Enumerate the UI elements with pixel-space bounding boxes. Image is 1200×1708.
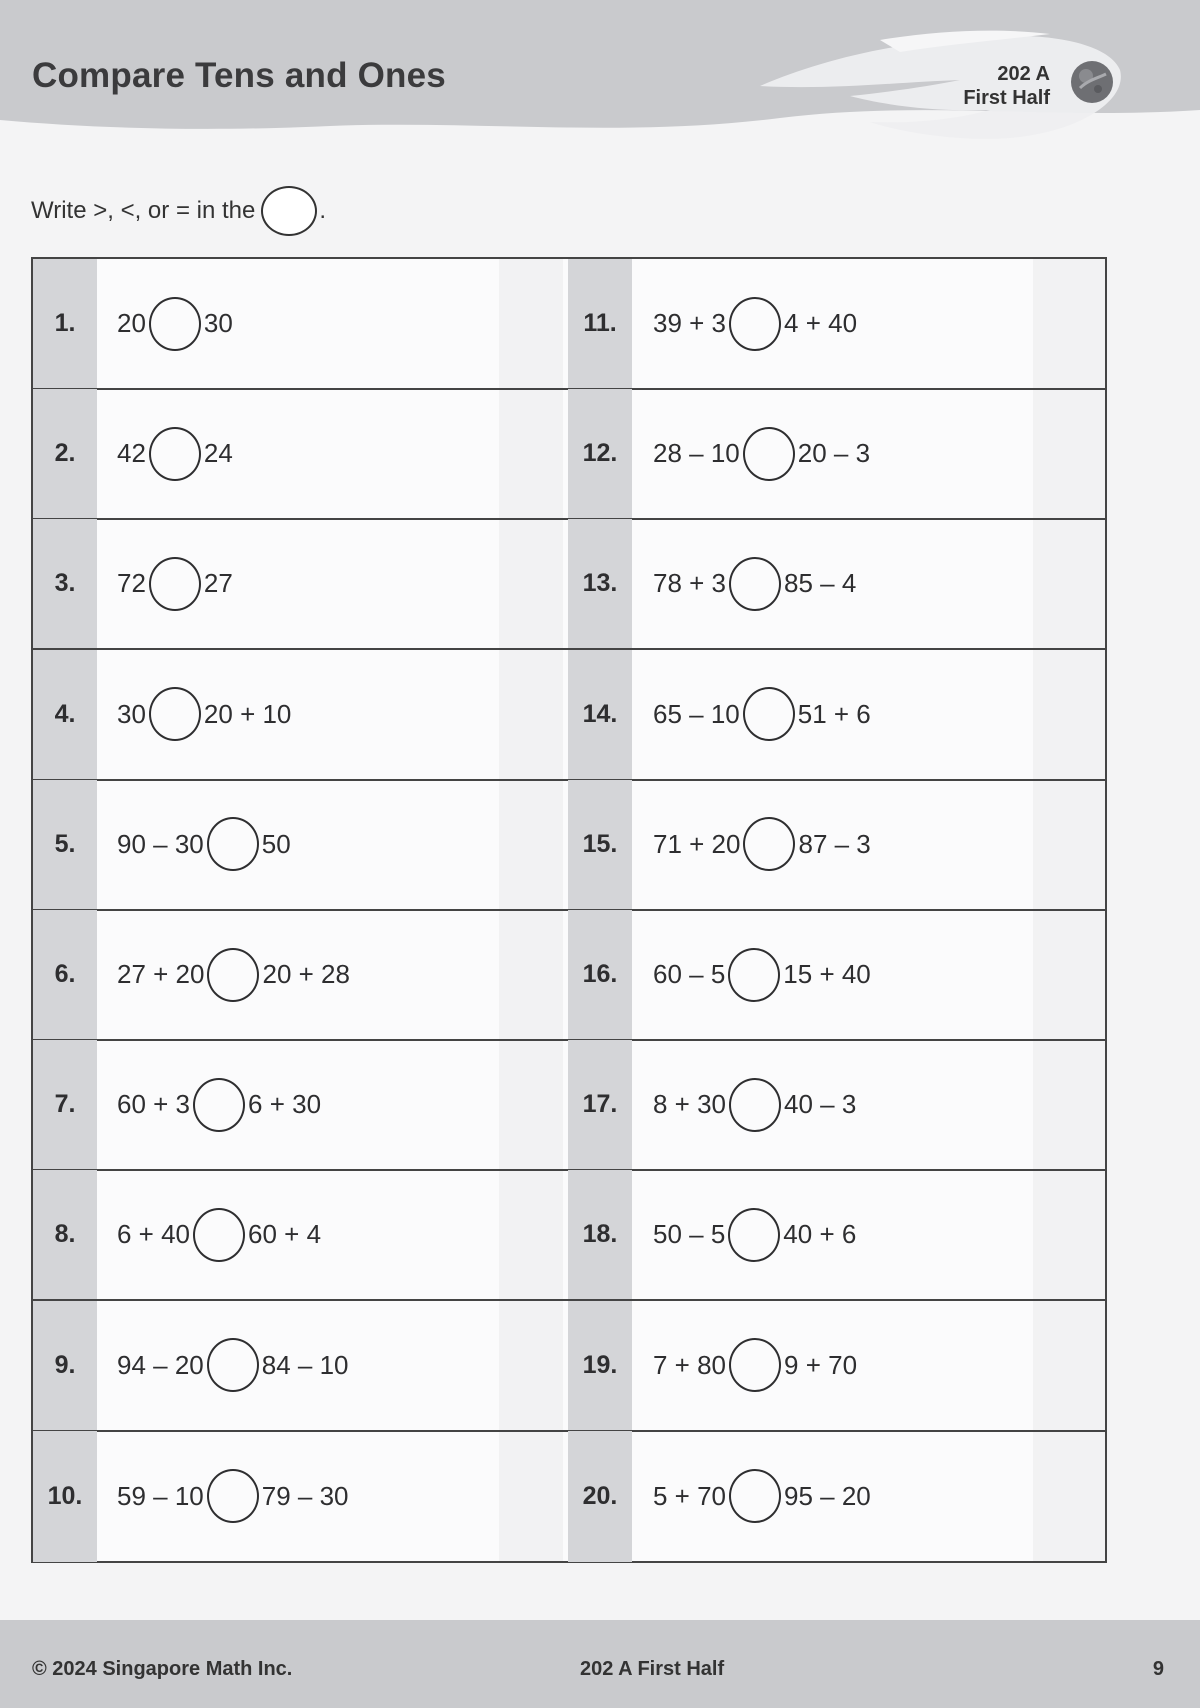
answer-circle[interactable] [743, 817, 795, 871]
answer-circle[interactable] [193, 1208, 245, 1262]
expression-right: 40 + 6 [783, 1219, 857, 1250]
problem-number: 8. [33, 1170, 97, 1299]
page-footer [0, 1620, 1200, 1708]
expression-right: 30 [203, 308, 233, 338]
problem-number: 13. [568, 519, 632, 648]
answer-circle[interactable] [149, 297, 201, 351]
expression-right: 84 – 10 [261, 1349, 349, 1380]
expression-right: 50 [261, 828, 291, 859]
expression-right: 20 + 10 [203, 698, 292, 729]
problem-number: 12. [568, 389, 632, 518]
expression-left: 20 [117, 308, 146, 338]
footer-copyright: © 2024 Singapore Math Inc. [32, 1658, 293, 1680]
comparison-problem [653, 1431, 1093, 1562]
expression-left: 78 + 3 [653, 568, 727, 599]
comparison-problem [653, 1170, 1093, 1299]
comparison-problem [117, 1301, 557, 1430]
badge-code: 202 A [997, 63, 1050, 85]
answer-circle[interactable] [729, 297, 781, 351]
answer-circle[interactable] [193, 1078, 245, 1132]
answer-circle[interactable] [149, 687, 201, 741]
planet-icon [1068, 58, 1116, 106]
answer-circle[interactable] [207, 948, 259, 1002]
answer-circle[interactable] [729, 1078, 781, 1132]
answer-circle[interactable] [207, 817, 259, 871]
problem-number: 3. [33, 519, 97, 648]
problem-number: 4. [33, 650, 97, 779]
table-row [33, 1431, 1105, 1562]
comparison-problem [653, 519, 1093, 648]
answer-circle[interactable] [729, 1469, 781, 1523]
answer-circle[interactable] [149, 427, 201, 481]
expression-right: 87 – 3 [798, 828, 871, 859]
answer-circle[interactable] [149, 557, 201, 611]
answer-circle[interactable] [728, 948, 780, 1002]
expression-right: 51 + 6 [797, 698, 871, 729]
expression-left: 39 + 3 [653, 308, 727, 338]
page-number: 9 [1152, 1658, 1164, 1680]
comparison-problem [117, 519, 557, 648]
comparison-problem [653, 259, 1093, 388]
expression-right: 95 – 20 [784, 1480, 871, 1511]
answer-circle[interactable] [207, 1338, 259, 1392]
answer-circle[interactable] [729, 557, 781, 611]
expression-left: 27 + 20 [117, 959, 205, 989]
expression-left: 65 – 10 [653, 698, 740, 729]
expression-right: 40 – 3 [784, 1089, 857, 1120]
table-row [33, 780, 1105, 911]
table-row [33, 519, 1105, 650]
expression-right: 79 – 30 [261, 1480, 349, 1511]
comparison-problem [653, 780, 1093, 909]
answer-circle[interactable] [207, 1469, 259, 1523]
problem-number: 15. [568, 780, 632, 909]
answer-circle[interactable] [743, 427, 795, 481]
problem-number: 17. [568, 1040, 632, 1169]
table-row [33, 1301, 1105, 1432]
book-badge [963, 62, 1050, 110]
expression-right: 20 – 3 [797, 438, 871, 469]
expression-left: 8 + 30 [653, 1089, 727, 1120]
answer-circle[interactable] [743, 687, 795, 741]
expression-left: 59 – 10 [117, 1480, 204, 1511]
expression-right: 85 – 4 [784, 568, 857, 599]
table-row [33, 650, 1105, 781]
comparison-problem [653, 910, 1093, 1039]
problem-number: 9. [33, 1301, 97, 1430]
expression-right: 15 + 40 [783, 959, 871, 989]
problem-number: 20. [568, 1431, 632, 1562]
answer-circle[interactable] [729, 1338, 781, 1392]
expression-left: 60 + 3 [117, 1089, 191, 1120]
problem-number: 2. [33, 389, 97, 518]
expression-left: 42 [117, 438, 146, 469]
expression-right: 9 + 70 [784, 1349, 858, 1380]
comparison-problem [117, 1040, 557, 1169]
comparison-problem [117, 1431, 557, 1562]
comparison-problem [117, 1170, 557, 1299]
expression-left: 28 – 10 [653, 438, 740, 469]
comparison-problem [117, 910, 557, 1039]
comparison-problem [117, 650, 557, 779]
footer-book: 202 A First Half [580, 1658, 725, 1680]
instructions-text: Write >, <, or = in the [31, 197, 256, 224]
expression-left: 90 – 30 [117, 828, 204, 859]
expression-right: 4 + 40 [784, 308, 858, 338]
expression-left: 6 + 40 [117, 1219, 191, 1250]
badge-subtitle: First Half [963, 87, 1050, 109]
problem-number: 14. [568, 650, 632, 779]
comparison-problem [653, 1040, 1093, 1169]
instructions-period: . [319, 197, 327, 224]
expression-right: 27 [203, 568, 233, 599]
problem-number: 19. [568, 1301, 632, 1430]
expression-right: 24 [203, 438, 233, 469]
comparison-problem [653, 650, 1093, 779]
page-title: Compare Tens and Ones [32, 56, 446, 95]
expression-right: 60 + 4 [248, 1219, 322, 1250]
expression-right: 6 + 30 [248, 1089, 322, 1120]
expression-left: 50 – 5 [653, 1219, 726, 1250]
comparison-problem [117, 389, 557, 518]
comparison-problem [653, 389, 1093, 518]
expression-left: 72 [117, 568, 146, 599]
expression-left: 7 + 80 [653, 1349, 727, 1380]
problem-number: 1. [33, 259, 97, 388]
comparison-problem [117, 780, 557, 909]
answer-circle[interactable] [728, 1208, 780, 1262]
table-row [33, 910, 1105, 1041]
table-row [33, 389, 1105, 520]
table-row [33, 1170, 1105, 1301]
comparison-problem [117, 259, 557, 388]
worksheet-table [31, 257, 1107, 1563]
problem-number: 10. [33, 1431, 97, 1562]
problem-number: 11. [568, 259, 632, 388]
example-circle-icon [261, 186, 317, 236]
problem-number: 7. [33, 1040, 97, 1169]
problem-number: 5. [33, 780, 97, 909]
expression-left: 71 + 20 [653, 828, 741, 859]
problem-number: 6. [33, 910, 97, 1039]
expression-left: 94 – 20 [117, 1349, 204, 1380]
expression-left: 30 [117, 698, 146, 729]
expression-left: 60 – 5 [653, 959, 726, 989]
problem-number: 16. [568, 910, 632, 1039]
expression-left: 5 + 70 [653, 1480, 727, 1511]
comparison-problem [653, 1301, 1093, 1430]
problem-number: 18. [568, 1170, 632, 1299]
table-row [33, 259, 1105, 390]
expression-right: 20 + 28 [262, 959, 350, 989]
instructions [31, 186, 326, 236]
table-row [33, 1040, 1105, 1171]
